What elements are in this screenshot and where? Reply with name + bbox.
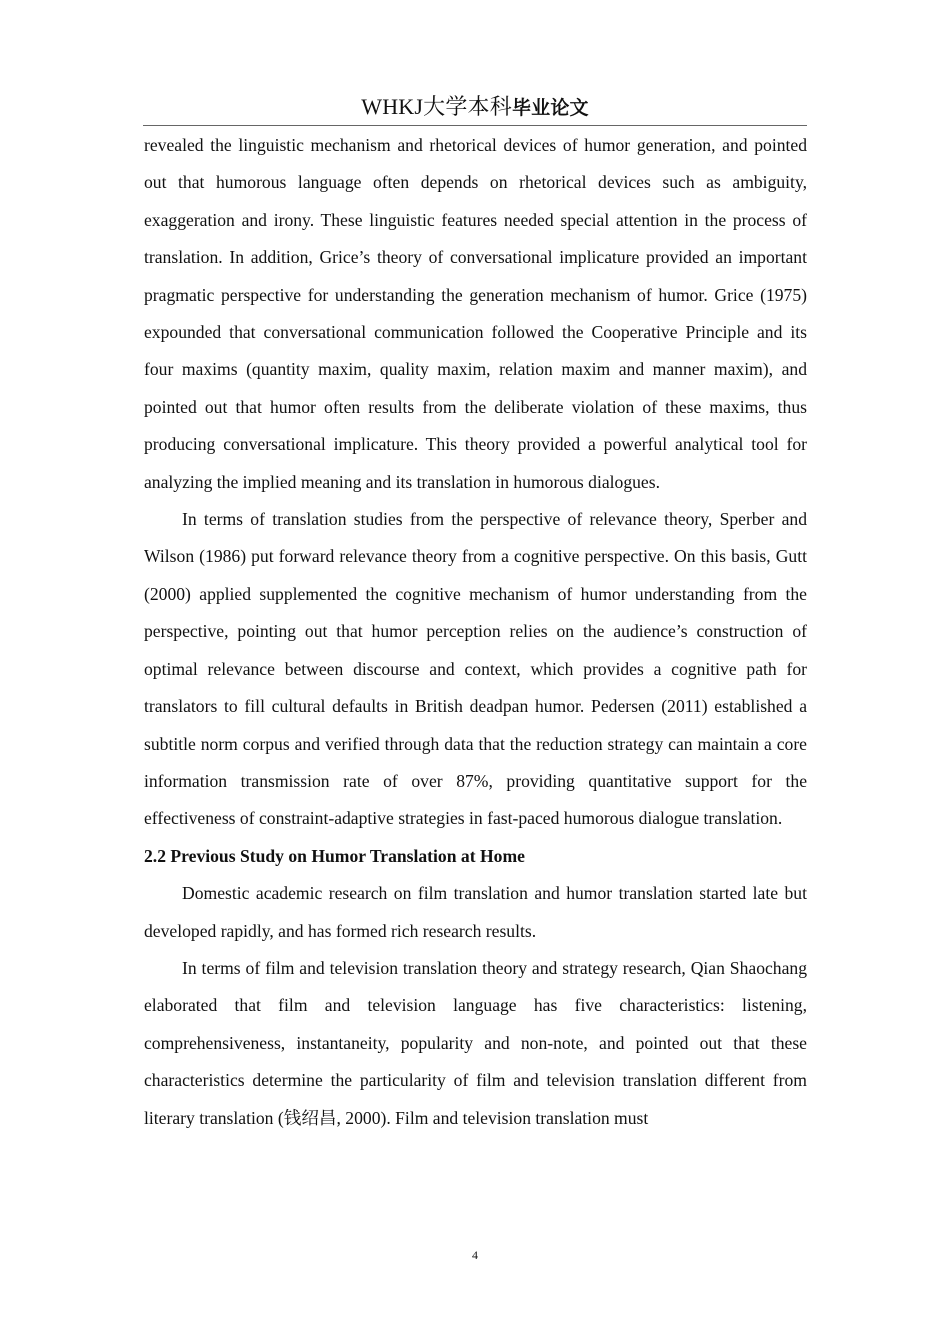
header-divider	[143, 125, 807, 126]
section-heading: 2.2 Previous Study on Humor Translation at Home	[144, 845, 525, 866]
body-text	[144, 127, 807, 1137]
page-header	[0, 92, 950, 123]
header-title-bold: 毕业论文	[511, 97, 589, 119]
header-title-main: WHKJ大学本科	[361, 94, 512, 119]
page-number: 4	[472, 1248, 478, 1262]
paragraph-relevance-theory: In terms of translation studies from the perspective of relevance theory, Sperber and Wilson (1986) put forward relevance theory from a cognitive perspective. On this basis, Gutt (2000) applied supplemented the cognitive mechanism of humor understanding from the perspective, pointing out that humor perception relies on the audience’s construction of optimal relevance between discourse and context, which provides a cognitive path for translators to fill cultural defaults in British deadpan humor. Pedersen (2011) established a subtitle norm corpus and verified through data that the reduction strategy can maintain a core information transmission rate of over 87%, providing quantitative support for the effectiveness of constraint-adaptive strategies in fast-paced humorous dialogue translation.	[144, 509, 807, 829]
paragraph-domestic-research: Domestic academic research on film translation and humor translation started late but developed rapidly, and has formed rich research results.	[144, 883, 807, 941]
paragraph-continued: revealed the linguistic mechanism and rhetorical devices of humor generation, and pointed out that humorous language often depends on rhetorical devices such as ambiguity, exaggeration and irony. These linguistic features needed special attention in the process of translation. In addition, Grice’s theory of conversational implicature provided an important pragmatic perspective for understanding the generation mechanism of humor. Grice (1975) expounded that conversational communication followed the Cooperative Principle and its four maxims (quantity maxim, quality maxim, relation maxim and manner maxim), and pointed out that humor often results from the deliberate violation of these maxims, thus producing conversational implicature. This theory provided a powerful analytical tool for analyzing the implied meaning and its translation in humorous dialogues.	[144, 135, 807, 492]
paragraph-film-translation: In terms of film and television translation theory and strategy research, Qian Shaochang elaborated that film and television language has five characteristics: listening, comprehensiveness, instantaneity, popularity and non-note, and pointed out that these characteristics determine the particularity of film and television translation different from literary translation (钱绍昌, 2000). Film and television translation must	[144, 957, 807, 1128]
